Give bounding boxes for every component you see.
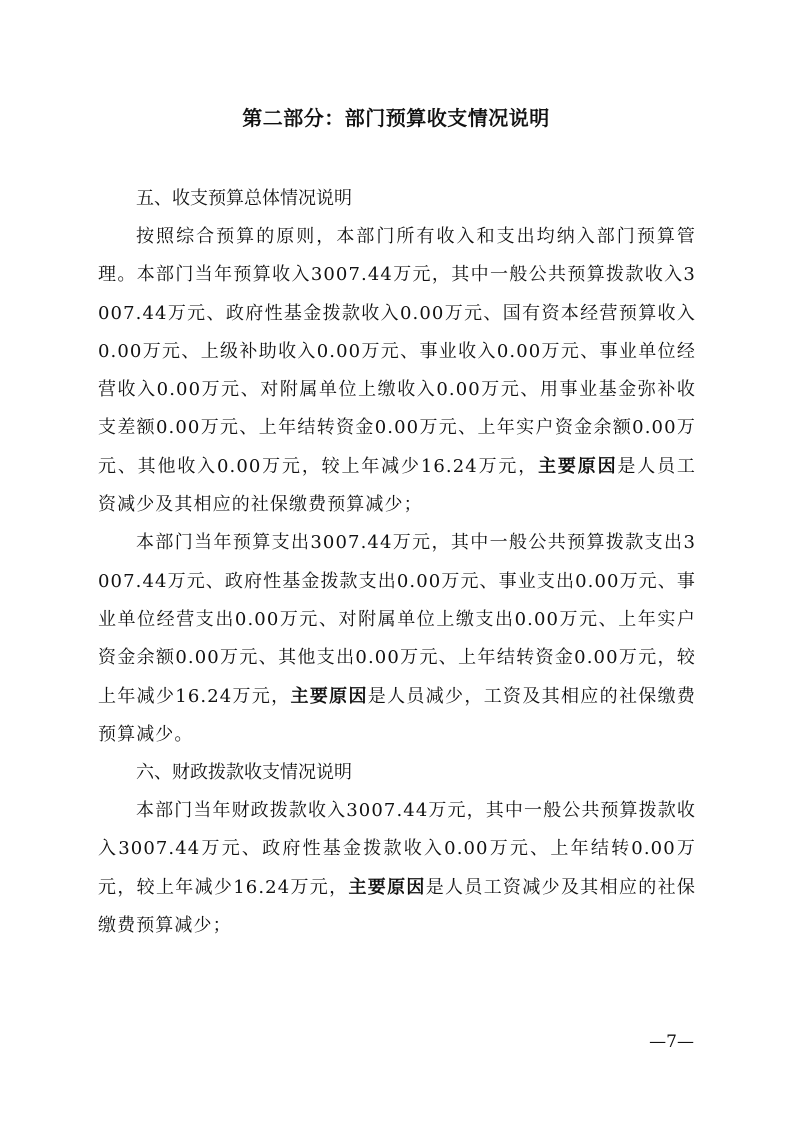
paragraph-text: 是人员工资减少及其相应的社保缴费预算减少； xyxy=(98,876,696,937)
paragraph-budget-income xyxy=(98,218,696,524)
section-heading-overall-budget: 五、收支预算总体情况说明 xyxy=(136,188,352,209)
paragraph-text: 本部门当年财政拨款收入3007.44万元，其中一般公共预算拨款收入3007.44万元、政府性基金拨款收入0.00万元、上年结转0.00万元，较上年减少16.24万元， xyxy=(98,800,696,898)
section-heading-fiscal-appropriation: 六、财政拨款收支情况说明 xyxy=(136,762,352,784)
paragraph-fiscal-income xyxy=(98,792,696,945)
emphasis-main-reason: 主要原因 xyxy=(348,876,426,898)
paragraph-text: 本部门当年预算支出3007.44万元，其中一般公共预算拨款支出3007.44万元、政府性基金拨款支出0.00万元、事业支出0.00万元、事业单位经营支出0.00万元、对附属单位上缴支出0.00万元、上年实户资金余额0.00万元、其他支出0.00万元、上年结转资金0.00万元，较上年减少16.24万元， xyxy=(98,532,696,707)
paragraph-budget-expenditure xyxy=(98,524,696,754)
page-number: —7— xyxy=(649,1032,694,1052)
document-body xyxy=(98,180,696,945)
paragraph-text: 是人员工资减少及其相应的社保缴费预算减少； xyxy=(98,455,696,516)
paragraph-text: 按照综合预算的原则，本部门所有收入和支出均纳入部门预算管理。本部门当年预算收入3007.44万元，其中一般公共预算拨款收入3007.44万元、政府性基金拨款收入0.00万元、国有资本经营预算收入0.00万元、上级补助收入0.00万元、事业收入0.00万元、事业单位经营收入0.00万元、对附属单位上缴收入0.00万元、用事业基金弥补收支差额0.00万元、上年结转资金0.00万元、上年实户资金余额0.00万元、其他收入0.00万元，较上年减少16.24万元， xyxy=(98,226,696,477)
emphasis-main-reason: 主要原因 xyxy=(290,685,368,707)
page-title: 第二部分：部门预算收支情况说明 xyxy=(242,106,550,130)
paragraph-text: 是人员减少，工资及其相应的社保缴费预算减少。 xyxy=(98,685,696,745)
emphasis-main-reason: 主要原因 xyxy=(538,455,618,477)
